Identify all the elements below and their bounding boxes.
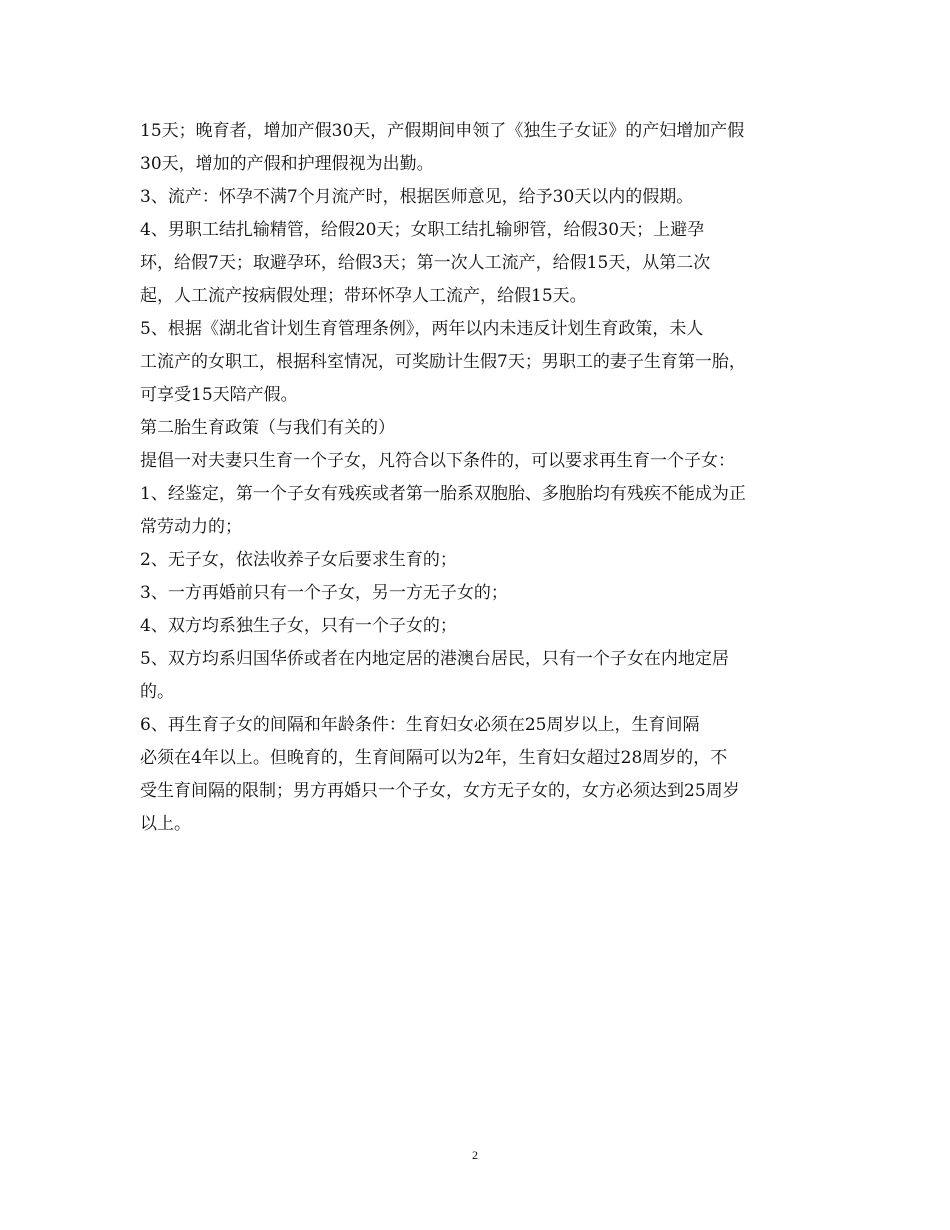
text-line: 提倡一对夫妻只生育一个子女，凡符合以下条件的，可以要求再生育一个子女： [140,451,735,471]
text-line: 可享受15天陪产假。 [140,385,298,405]
text-line: 环，给假7天；取避孕环，给假3天；第一次人工流产，给假15天，从第二次 [140,253,711,273]
text-line: 4、男职工结扎输精管，给假20天；女职工结扎输卵管，给假30天；上避孕 [140,220,705,240]
document-body [140,115,840,841]
text-line: 常劳动力的； [140,517,242,537]
text-line: 以上。 [140,814,191,834]
text-line: 起，人工流产按病假处理；带环怀孕人工流产，给假15天。 [140,286,587,306]
text-line: 30天，增加的产假和护理假视为出勤。 [140,154,434,174]
text-line: 6、再生育子女的间隔和年龄条件：生育妇女必须在25周岁以上，生育间隔 [140,715,700,735]
text-line: 5、双方均系归国华侨或者在内地定居的港澳台居民，只有一个子女在内地定居 [140,649,729,669]
text-line: 3、流产：怀孕不满7个月流产时，根据医师意见，给予30天以内的假期。 [140,187,694,207]
text-line: 2、无子女，依法收养子女后要求生育的； [140,550,457,570]
text-line: 受生育间隔的限制；男方再婚只一个子女，女方无子女的，女方必须达到25周岁 [140,781,740,801]
page-number: 2 [472,1148,478,1162]
section-heading: 第二胎生育政策（与我们有关的） [140,418,395,438]
text-line: 4、双方均系独生子女，只有一个子女的； [140,616,457,636]
text-line: 5、根据《湖北省计划生育管理条例》，两年以内未违反计划生育政策，未人 [140,319,704,339]
text-line: 3、一方再婚前只有一个子女，另一方无子女的； [140,583,508,603]
text-line: 15天；晚育者，增加产假30天，产假期间申领了《独生子女证》的产妇增加产假 [140,121,745,141]
text-line: 的。 [140,682,174,702]
text-line: 工流产的女职工，根据科室情况，可奖励计生假7天；男职工的妻子生育第一胎， [140,352,746,372]
text-line: 1、经鉴定，第一个子女有残疾或者第一胎系双胞胎、多胞胎均有残疾不能成为正 [140,484,746,504]
text-line: 必须在4年以上。但晚育的，生育间隔可以为2年，生育妇女超过28周岁的，不 [140,748,728,768]
